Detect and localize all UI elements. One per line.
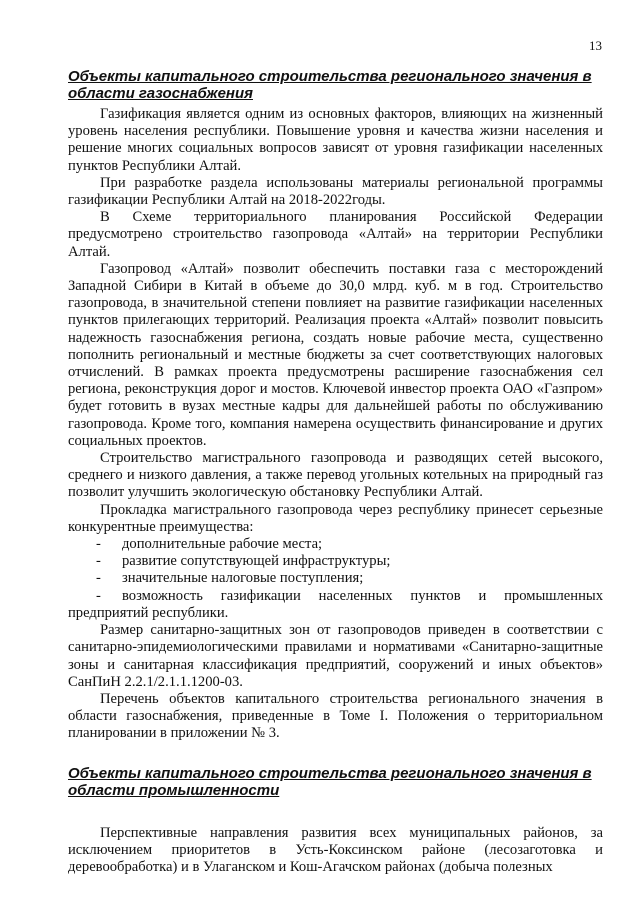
list-marker: - [96,570,101,587]
paragraph: Газопровод «Алтай» позволит обеспечить поставки газа с месторождений Западной Сибири в Китай в объеме до 30,0 млрд. куб. м в год. Строительство газопровода, в значительной степени повлияет на развитие газификации населенных пунктов прилегающих территорий. Реализация проекта «Алтай» позволит повысить надежность газоснабжения региона, создать новые рабочие места, существенно пополнить региональный и местные бюджеты за счет соответствующих налоговых отчислений. В рамках проекта предусмотрены расширение газоснабжения сел региона, реконструкция дорог и мостов. Ключевой инвестор проекта ОАО «Газпром» будет готовить в вузах местные кадры для дальнейшей работы по обслуживанию газопровода. Кроме того, компания намерена осуществить финансирование и других социальных проектов. [68,260,603,449]
paragraph: Прокладка магистрального газопровода через республику принесет серьезные конкурентные преимущества: [68,501,603,535]
paragraph: Размер санитарно-защитных зон от газопроводов приведен в соответствии с санитарно-эпидемиологическими правилами и нормативами «Санитарно-защитные зоны и санитарная классификация предприятий, сооружений и иных объектов» СанПиН 2.2.1/2.1.1.1200-03. [68,622,603,690]
document-body [68,68,603,876]
list-item: - развитие сопутствующей инфраструктуры; [68,553,603,570]
list-marker: - [96,536,101,553]
list-item: - возможность газификации населенных пунктов и промышленных предприятий республики. [68,587,603,621]
paragraph: Строительство магистрального газопровода и разводящих сетей высокого, среднего и низкого давления, а также перевод угольных котельных на природный газ позволит улучшить экологическую обстановку Республики Алтай. [68,450,603,501]
paragraph: Газификация является одним из основных факторов, влияющих на жизненный уровень населения республики. Повышение уровня и качества жизни населения и решение многих социальных вопросов зависят от уровня газификации населенных пунктов Республики Алтай. [68,106,603,174]
section-heading-industry: Объекты капитального строительства регионального значения в области промышленности [68,764,592,799]
section-heading-gas: Объекты капитального строительства регионального значения в области газоснабжения [68,68,592,102]
paragraph: Перспективные направления развития всех муниципальных районов, за исключением приоритетов в Усть-Коксинском районе (лесозаготовка и деревообработка) и в Улаганском и Кош-Агачском районах (добыча полезных [68,824,603,875]
list-item: - дополнительные рабочие места; [68,536,603,553]
paragraph: Перечень объектов капитального строительства регионального значения в области газоснабжения, приведенные в Томе I. Положения о территориальном планировании в приложении № 3. [68,690,603,742]
list-marker: - [96,587,101,604]
section-spacer [68,803,603,825]
list-item: - значительные налоговые поступления; [68,570,603,587]
paragraph: В Схеме территориального планирования Российской Федерации предусмотрено строительство газопровода «Алтай» на территории Республики Алтай. [68,209,603,260]
section-spacer [68,743,603,765]
list-marker: - [96,553,101,570]
paragraph: При разработке раздела использованы материалы региональной программы газификации Республики Алтай на 2018-2022годы. [68,174,603,209]
advantages-list [68,536,603,622]
page-number: 13 [589,38,602,53]
